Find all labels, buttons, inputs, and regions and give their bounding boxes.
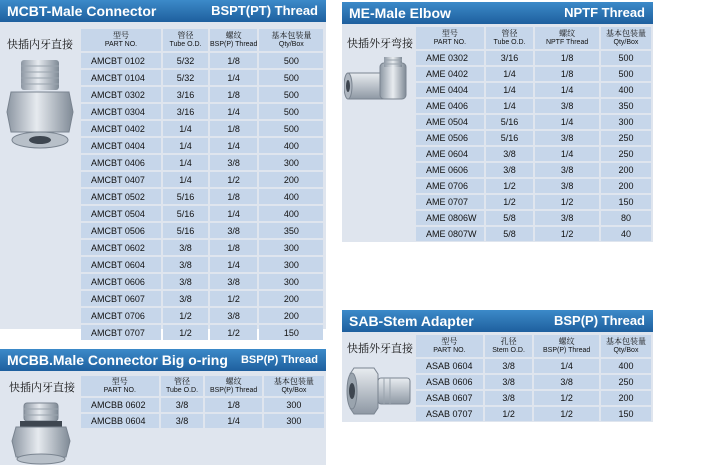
part-number-cell: AMCBT 0606 (81, 274, 161, 289)
qty-per-box-cell: 300 (259, 240, 323, 255)
part-number-cell: AME 0406 (416, 99, 484, 113)
table-row (416, 407, 651, 421)
tube-od-cell: 5/16 (163, 206, 208, 221)
thread-size-cell: 1/8 (205, 398, 261, 412)
mcbb-thread-type: BSP(P) Thread (240, 354, 318, 366)
tube-od-cell: 5/16 (163, 189, 208, 204)
part-number-cell: AMCBT 0607 (81, 291, 161, 306)
tube-od-header: 管径 Tube O.D. (486, 27, 533, 49)
qty-per-box-cell: 150 (601, 195, 651, 209)
tube-od-cell: 5/8 (486, 227, 533, 241)
me-panel (342, 2, 653, 242)
qty-per-box-cell: 500 (259, 87, 323, 102)
tube-od-header: 管径 Tube O.D. (161, 376, 204, 396)
me-title-bar (342, 2, 653, 24)
mcbb-table (79, 374, 326, 430)
part-no-header: 型号 PART NO. (416, 335, 483, 357)
part-number-cell: AME 0402 (416, 67, 484, 81)
tube-od-cell: 1/2 (486, 179, 533, 193)
mcbt-panel (0, 0, 326, 338)
table-row (416, 195, 651, 209)
table-row (81, 189, 323, 204)
thread-size-cell: 1/4 (205, 414, 261, 428)
part-number-cell: AMCBT 0707 (81, 325, 161, 340)
table-row (81, 308, 323, 323)
mcbb-title-bar (0, 349, 326, 371)
qty-per-box-cell: 250 (601, 375, 651, 389)
part-no-header: 型号 PART NO. (416, 27, 484, 49)
thread-size-cell: 3/8 (210, 155, 257, 170)
part-number-cell: ASAB 0707 (416, 407, 483, 421)
qty-per-box-cell: 400 (259, 206, 323, 221)
sab-title: SAB-Stem Adapter (349, 313, 474, 329)
table-row (81, 414, 324, 428)
thread-size-cell: 1/2 (534, 407, 599, 421)
qty-per-box-cell: 250 (601, 147, 651, 161)
thread-size-cell: 3/8 (210, 308, 257, 323)
mcbt-title: MCBT-Male Connector (7, 3, 157, 19)
thread-size-cell: 1/8 (210, 189, 257, 204)
tube-od-cell: 1/2 (486, 195, 533, 209)
table-row (81, 398, 324, 412)
thread-size-cell: 1/8 (210, 240, 257, 255)
part-number-cell: AME 0506 (416, 131, 484, 145)
tube-od-cell: 5/8 (486, 211, 533, 225)
mcbb-subtitle: 快插内牙直接 (9, 381, 75, 394)
qty-per-box-cell: 500 (259, 70, 323, 85)
part-number-cell: AMCBT 0502 (81, 189, 161, 204)
thread-size-cell: 1/8 (210, 87, 257, 102)
thread-header: 螺纹 BSP(P) Thread (210, 29, 257, 51)
table-row (81, 70, 323, 85)
stem-od-header: 孔径 Stem O.D. (485, 335, 532, 357)
qty-per-box-cell: 350 (601, 99, 651, 113)
me-table (414, 25, 653, 243)
part-number-cell: ASAB 0606 (416, 375, 483, 389)
qty-box-header: 基本包装量 Qty/Box (601, 335, 651, 357)
thread-header: 螺纹 BSP(P) Thread (534, 335, 599, 357)
table-row (416, 359, 651, 373)
part-number-cell: AMCBT 0404 (81, 138, 161, 153)
qty-per-box-cell: 200 (259, 308, 323, 323)
part-number-cell: AMCBT 0506 (81, 223, 161, 238)
thread-size-cell: 1/4 (535, 83, 599, 97)
qty-per-box-cell: 300 (259, 257, 323, 272)
part-no-header: 型号 PART NO. (81, 29, 161, 51)
thread-size-cell: 3/8 (535, 163, 599, 177)
tube-od-cell: 3/16 (163, 104, 208, 119)
mcbt-table-header (81, 29, 323, 51)
tube-od-cell: 1/4 (486, 83, 533, 97)
qty-per-box-cell: 500 (259, 104, 323, 119)
me-title: ME-Male Elbow (349, 5, 451, 21)
thread-size-cell: 1/8 (535, 67, 599, 81)
tube-od-cell: 1/2 (485, 407, 532, 421)
part-no-header: 型号 PART NO. (81, 376, 159, 396)
table-row (416, 227, 651, 241)
part-number-cell: AMCBT 0407 (81, 172, 161, 187)
qty-per-box-cell: 500 (601, 51, 651, 65)
table-row (416, 211, 651, 225)
part-number-cell: AME 0504 (416, 115, 484, 129)
thread-size-cell: 3/8 (534, 375, 599, 389)
thread-size-cell: 1/2 (534, 391, 599, 405)
qty-per-box-cell: 400 (259, 189, 323, 204)
tube-od-cell: 5/32 (163, 53, 208, 68)
table-row (81, 223, 323, 238)
qty-per-box-cell: 400 (601, 83, 651, 97)
part-number-cell: AMCBB 0604 (81, 414, 159, 428)
table-row (416, 163, 651, 177)
part-number-cell: AMCBT 0604 (81, 257, 161, 272)
part-number-cell: AME 0604 (416, 147, 484, 161)
tube-od-cell: 3/8 (486, 147, 533, 161)
mcbt-thread-type: BSPT(PT) Thread (211, 3, 318, 18)
thread-header: 螺纹 NPTF Thread (535, 27, 599, 49)
qty-box-header: 基本包装量 Qty/Box (264, 376, 324, 396)
table-row (81, 206, 323, 221)
thread-size-cell: 1/2 (535, 227, 599, 241)
sab-thread-type: BSP(P) Thread (553, 313, 645, 328)
qty-per-box-cell: 200 (601, 391, 651, 405)
part-number-cell: AMCBT 0504 (81, 206, 161, 221)
qty-per-box-cell: 300 (259, 155, 323, 170)
table-row (81, 325, 323, 340)
qty-per-box-cell: 500 (259, 121, 323, 136)
mcbt-title-bar (0, 0, 326, 22)
thread-size-cell: 1/2 (535, 195, 599, 209)
qty-per-box-cell: 350 (259, 223, 323, 238)
table-row (416, 51, 651, 65)
qty-per-box-cell: 300 (264, 398, 324, 412)
part-number-cell: AME 0807W (416, 227, 484, 241)
stem-adapter-fitting-image (344, 360, 414, 422)
thread-size-cell: 1/4 (535, 115, 599, 129)
thread-size-cell: 1/8 (535, 51, 599, 65)
qty-per-box-cell: 200 (259, 291, 323, 306)
me-subtitle: 快插外牙弯接 (347, 37, 413, 50)
thread-size-cell: 1/4 (534, 359, 599, 373)
male-connector-fitting-image (5, 58, 75, 150)
tube-od-cell: 3/8 (163, 240, 208, 255)
qty-per-box-cell: 150 (259, 325, 323, 340)
qty-box-header: 基本包装量 Qty/Box (601, 27, 651, 49)
table-row (81, 53, 323, 68)
part-number-cell: AMCBT 0304 (81, 104, 161, 119)
mcbb-panel (0, 349, 326, 465)
tube-od-cell: 3/8 (485, 391, 532, 405)
table-row (81, 155, 323, 170)
table-row (81, 240, 323, 255)
part-number-cell: AMCBT 0402 (81, 121, 161, 136)
tube-od-cell: 3/8 (161, 414, 204, 428)
part-number-cell: AMCBB 0602 (81, 398, 159, 412)
qty-per-box-cell: 500 (601, 67, 651, 81)
mcbt-table (79, 27, 325, 342)
thread-size-cell: 1/2 (210, 325, 257, 340)
part-number-cell: AMCBT 0706 (81, 308, 161, 323)
thread-size-cell: 1/4 (210, 104, 257, 119)
part-number-cell: AME 0404 (416, 83, 484, 97)
qty-per-box-cell: 300 (601, 115, 651, 129)
part-number-cell: AMCBT 0104 (81, 70, 161, 85)
part-number-cell: AME 0706 (416, 179, 484, 193)
tube-od-header: 管径 Tube O.D. (163, 29, 208, 51)
big-oring-connector-fitting-image (10, 401, 72, 465)
part-number-cell: AME 0606 (416, 163, 484, 177)
thread-size-cell: 1/4 (210, 138, 257, 153)
part-number-cell: AMCBT 0406 (81, 155, 161, 170)
part-number-cell: AME 0707 (416, 195, 484, 209)
table-row (416, 99, 651, 113)
tube-od-cell: 1/4 (163, 121, 208, 136)
table-row (416, 147, 651, 161)
part-number-cell: AMCBT 0102 (81, 53, 161, 68)
thread-size-cell: 1/8 (210, 53, 257, 68)
table-row (416, 67, 651, 81)
table-row (416, 391, 651, 405)
thread-size-cell: 3/8 (535, 211, 599, 225)
table-row (81, 257, 323, 272)
mcbb-table-header (81, 376, 324, 396)
tube-od-cell: 1/4 (163, 155, 208, 170)
sab-panel (342, 310, 653, 422)
mcbt-subtitle: 快插内牙直接 (7, 38, 73, 51)
tube-od-cell: 3/8 (486, 163, 533, 177)
thread-size-cell: 1/4 (210, 257, 257, 272)
tube-od-cell: 1/4 (163, 138, 208, 153)
table-row (81, 291, 323, 306)
qty-per-box-cell: 200 (601, 163, 651, 177)
qty-per-box-cell: 200 (259, 172, 323, 187)
tube-od-cell: 3/16 (163, 87, 208, 102)
thread-size-cell: 3/8 (535, 179, 599, 193)
tube-od-cell: 1/2 (163, 308, 208, 323)
part-number-cell: ASAB 0604 (416, 359, 483, 373)
qty-per-box-cell: 400 (601, 359, 651, 373)
tube-od-cell: 5/16 (486, 115, 533, 129)
sab-table-header (416, 335, 651, 357)
thread-header: 螺纹 BSP(P) Thread (205, 376, 261, 396)
qty-per-box-cell: 150 (601, 407, 651, 421)
thread-size-cell: 3/8 (535, 131, 599, 145)
qty-box-header: 基本包装量 Qty/Box (259, 29, 323, 51)
table-row (416, 115, 651, 129)
qty-per-box-cell: 400 (259, 138, 323, 153)
table-row (81, 87, 323, 102)
sab-title-bar (342, 310, 653, 332)
qty-per-box-cell: 40 (601, 227, 651, 241)
me-table-header (416, 27, 651, 49)
table-row (81, 121, 323, 136)
sab-subtitle: 快插外牙直接 (347, 342, 413, 355)
tube-od-cell: 3/16 (486, 51, 533, 65)
thread-size-cell: 3/8 (535, 99, 599, 113)
table-row (81, 172, 323, 187)
me-thread-type: NPTF Thread (564, 5, 645, 20)
mcbb-title: MCBB.Male Connector Big o-ring (7, 352, 228, 368)
thread-size-cell: 1/4 (535, 147, 599, 161)
qty-per-box-cell: 300 (259, 274, 323, 289)
tube-od-cell: 3/8 (163, 274, 208, 289)
tube-od-cell: 5/16 (486, 131, 533, 145)
table-row (81, 138, 323, 153)
thread-size-cell: 1/2 (210, 172, 257, 187)
thread-size-cell: 1/8 (210, 121, 257, 136)
tube-od-cell: 1/2 (163, 325, 208, 340)
tube-od-cell: 3/8 (485, 375, 532, 389)
part-number-cell: ASAB 0607 (416, 391, 483, 405)
table-row (81, 104, 323, 119)
sab-table (414, 333, 653, 423)
tube-od-cell: 3/8 (161, 398, 204, 412)
tube-od-cell: 3/8 (163, 291, 208, 306)
table-row (416, 179, 651, 193)
table-row (416, 375, 651, 389)
thread-size-cell: 1/4 (210, 70, 257, 85)
qty-per-box-cell: 300 (264, 414, 324, 428)
qty-per-box-cell: 250 (601, 131, 651, 145)
male-elbow-fitting-image (344, 57, 414, 112)
qty-per-box-cell: 200 (601, 179, 651, 193)
part-number-cell: AMCBT 0302 (81, 87, 161, 102)
part-number-cell: AMCBT 0602 (81, 240, 161, 255)
tube-od-cell: 1/4 (486, 67, 533, 81)
tube-od-cell: 1/4 (486, 99, 533, 113)
table-row (416, 131, 651, 145)
thread-size-cell: 3/8 (210, 223, 257, 238)
table-row (416, 83, 651, 97)
thread-size-cell: 3/8 (210, 274, 257, 289)
part-number-cell: AME 0806W (416, 211, 484, 225)
tube-od-cell: 5/32 (163, 70, 208, 85)
tube-od-cell: 3/8 (163, 257, 208, 272)
part-number-cell: AME 0302 (416, 51, 484, 65)
tube-od-cell: 1/4 (163, 172, 208, 187)
thread-size-cell: 1/4 (210, 206, 257, 221)
table-row (81, 274, 323, 289)
qty-per-box-cell: 500 (259, 53, 323, 68)
thread-size-cell: 1/2 (210, 291, 257, 306)
tube-od-cell: 5/16 (163, 223, 208, 238)
tube-od-cell: 3/8 (485, 359, 532, 373)
qty-per-box-cell: 80 (601, 211, 651, 225)
